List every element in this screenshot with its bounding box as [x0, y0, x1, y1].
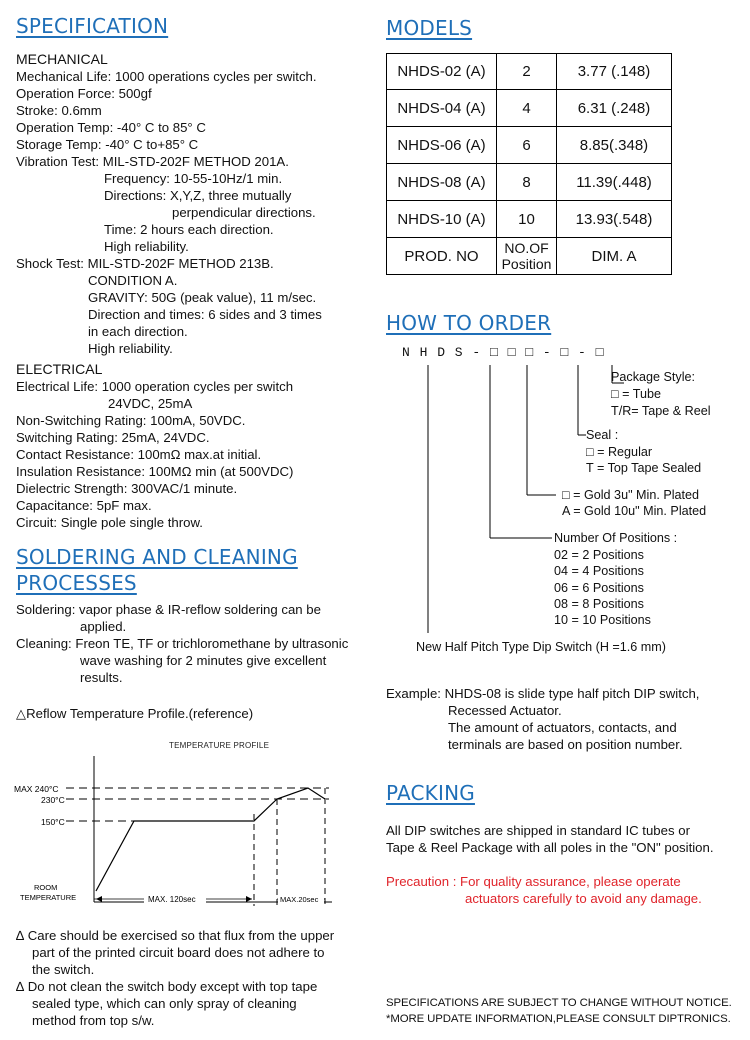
packing-title: PACKING [386, 781, 475, 805]
prod-no-cell: NHDS-08 (A) [387, 164, 497, 201]
spec-line: Operation Temp: -40° C to 85° C [16, 120, 206, 135]
spec-line: Contact Resistance: 100mΩ max.at initial. [16, 447, 262, 462]
table-row [387, 127, 672, 164]
position-cell: 6 [497, 127, 557, 164]
positions-label: Number Of Positions : [554, 531, 678, 545]
spec-line: perpendicular directions. [172, 205, 316, 220]
header-position [497, 238, 557, 275]
seal-label: Seal : [586, 428, 619, 442]
spec-line: GRAVITY: 50G (peak value), 11 m/sec. [88, 290, 317, 305]
soldering-line: Soldering: vapor phase & IR-reflow soldering can be [16, 602, 321, 617]
y-label-room: ROOM [34, 883, 58, 892]
order-code: N H D S - □ □ □ - □ - □ [402, 345, 605, 360]
cleaning-line: results. [80, 670, 123, 685]
footer-line: SPECIFICATIONS ARE SUBJECT TO CHANGE WITHOUT NOTICE. [386, 997, 732, 1009]
table-row [387, 54, 672, 90]
temperature-profile-line [96, 788, 325, 891]
position-cell: 4 [497, 90, 557, 127]
specification-title: SPECIFICATION [16, 14, 169, 38]
packing-line: Tape & Reel Package with all poles in the "ON" position. [386, 840, 714, 855]
spec-line: Frequency: 10-55-10Hz/1 min. [104, 171, 283, 186]
example-line: Recessed Actuator. [448, 703, 562, 718]
spec-line: Storage Temp: -40° C to+85° C [16, 137, 199, 152]
chart-title: TEMPERATURE PROFILE [169, 741, 270, 750]
position-cell: 8 [497, 164, 557, 201]
spec-line: in each direction. [88, 324, 188, 339]
seal-regular: □ = Regular [586, 445, 653, 459]
electrical-heading: ELECTRICAL [16, 361, 103, 377]
dim-cell: 13.93(.548) [557, 201, 672, 238]
footer-line: *MORE UPDATE INFORMATION,PLEASE CONSULT DIPTRONICS. [386, 1013, 731, 1025]
y-label-230: 230°C [41, 795, 65, 805]
example-line: The amount of actuators, contacts, and [448, 720, 677, 735]
prod-no-cell: NHDS-06 (A) [387, 127, 497, 164]
series-name: New Half Pitch Type Dip Switch (H =1.6 mm) [416, 640, 666, 654]
reflow-profile-chart [14, 734, 344, 910]
soldering-title: SOLDERING AND CLEANING [16, 545, 298, 569]
positions-08: 08 = 8 Positions [554, 597, 644, 611]
plating-gold-3u: □ = Gold 3u" Min. Plated [562, 488, 700, 502]
dim-cell: 6.31 (.248) [557, 90, 672, 127]
header-prod-no: PROD. NO [387, 238, 497, 275]
spec-line: Switching Rating: 25mA, 24VDC. [16, 430, 210, 445]
package-tape-reel: T/R= Tape & Reel [611, 404, 711, 418]
x-label-20sec: MAX.20sec [280, 895, 319, 904]
table-row [387, 90, 672, 127]
table-row [387, 164, 672, 201]
spec-line: Capacitance: 5pF max. [16, 498, 152, 513]
spec-line: Circuit: Single pole single throw. [16, 515, 203, 530]
spec-line: Mechanical Life: 1000 operations cycles per switch. [16, 69, 317, 84]
position-cell: 10 [497, 201, 557, 238]
dim-cell: 3.77 (.148) [557, 54, 672, 90]
table-row [387, 201, 672, 238]
note-line: part of the printed circuit board does not adhere to [32, 945, 325, 960]
spec-line: High reliability. [104, 239, 189, 254]
header-position-label: Position [501, 256, 552, 272]
spec-line: CONDITION A. [88, 273, 178, 288]
dim-cell: 8.85(.348) [557, 127, 672, 164]
spec-line: Insulation Resistance: 100MΩ min (at 500VDC) [16, 464, 294, 479]
mechanical-heading: MECHANICAL [16, 51, 108, 67]
spec-line: Non-Switching Rating: 100mA, 50VDC. [16, 413, 246, 428]
position-cell: 2 [497, 54, 557, 90]
example-line: terminals are based on position number. [448, 737, 683, 752]
table-header-row [387, 238, 672, 275]
soldering-line: applied. [80, 619, 127, 634]
spec-line: 24VDC, 25mA [108, 396, 193, 411]
package-style-label: Package Style: [611, 370, 696, 384]
precaution-line: Precaution : For quality assurance, please operate [386, 874, 681, 889]
spec-line: Operation Force: 500gf [16, 86, 152, 101]
spec-line: High reliability. [88, 341, 173, 356]
models-table [386, 53, 672, 275]
prod-no-cell: NHDS-04 (A) [387, 90, 497, 127]
models-title: MODELS [386, 16, 473, 40]
cleaning-line: Cleaning: Freon TE, TF or trichloromethane by ultrasonic [16, 636, 349, 651]
y-label-max240: MAX 240°C [14, 784, 59, 794]
x-label-120sec: MAX. 120sec [148, 895, 196, 904]
soldering-title-2: PROCESSES [16, 571, 137, 595]
spec-line: Shock Test: MIL-STD-202F METHOD 213B. [16, 256, 274, 271]
prod-no-cell: NHDS-02 (A) [387, 54, 497, 90]
package-tube: □ = Tube [611, 387, 661, 401]
dim-cell: 11.39(.448) [557, 164, 672, 201]
reflow-label: △Reflow Temperature Profile.(reference) [16, 706, 254, 721]
positions-10: 10 = 10 Positions [554, 613, 651, 627]
spec-line: Electrical Life: 1000 operation cycles per switch [16, 379, 294, 394]
positions-04: 04 = 4 Positions [554, 564, 644, 578]
precaution-line: actuators carefully to avoid any damage. [465, 891, 702, 906]
how-to-order-title: HOW TO ORDER [386, 311, 552, 335]
spec-line: Dielectric Strength: 300VAC/1 minute. [16, 481, 238, 496]
note-line: method from top s/w. [32, 1013, 155, 1028]
header-dim-a: DIM. A [557, 238, 672, 275]
packing-line: All DIP switches are shipped in standard IC tubes or [386, 823, 690, 838]
spec-line: Vibration Test: MIL-STD-202F METHOD 201A. [16, 154, 289, 169]
header-no-of: NO.OF [504, 240, 549, 256]
note-line: sealed type, which can only spray of cleaning [32, 996, 297, 1011]
cleaning-line: wave washing for 2 minutes give excellent [80, 653, 327, 668]
note-line: ∆ Care should be exercised so that flux from the upper [16, 928, 335, 943]
positions-02: 02 = 2 Positions [554, 548, 644, 562]
prod-no-cell: NHDS-10 (A) [387, 201, 497, 238]
plating-gold-10u: A = Gold 10u" Min. Plated [562, 504, 707, 518]
positions-06: 06 = 6 Positions [554, 581, 644, 595]
spec-line: Stroke: 0.6mm [16, 103, 102, 118]
y-label-150: 150°C [41, 817, 65, 827]
example-line: Example: NHDS-08 is slide type half pitch DIP switch, [386, 686, 700, 701]
spec-line: Directions: X,Y,Z, three mutually [104, 188, 292, 203]
spec-line: Time: 2 hours each direction. [104, 222, 274, 237]
note-line: the switch. [32, 962, 95, 977]
note-line: ∆ Do not clean the switch body except with top tape [16, 979, 318, 994]
seal-top-tape: T = Top Tape Sealed [586, 461, 702, 475]
spec-line: Direction and times: 6 sides and 3 times [88, 307, 322, 322]
y-label-temperature: TEMPERATURE [20, 893, 77, 902]
